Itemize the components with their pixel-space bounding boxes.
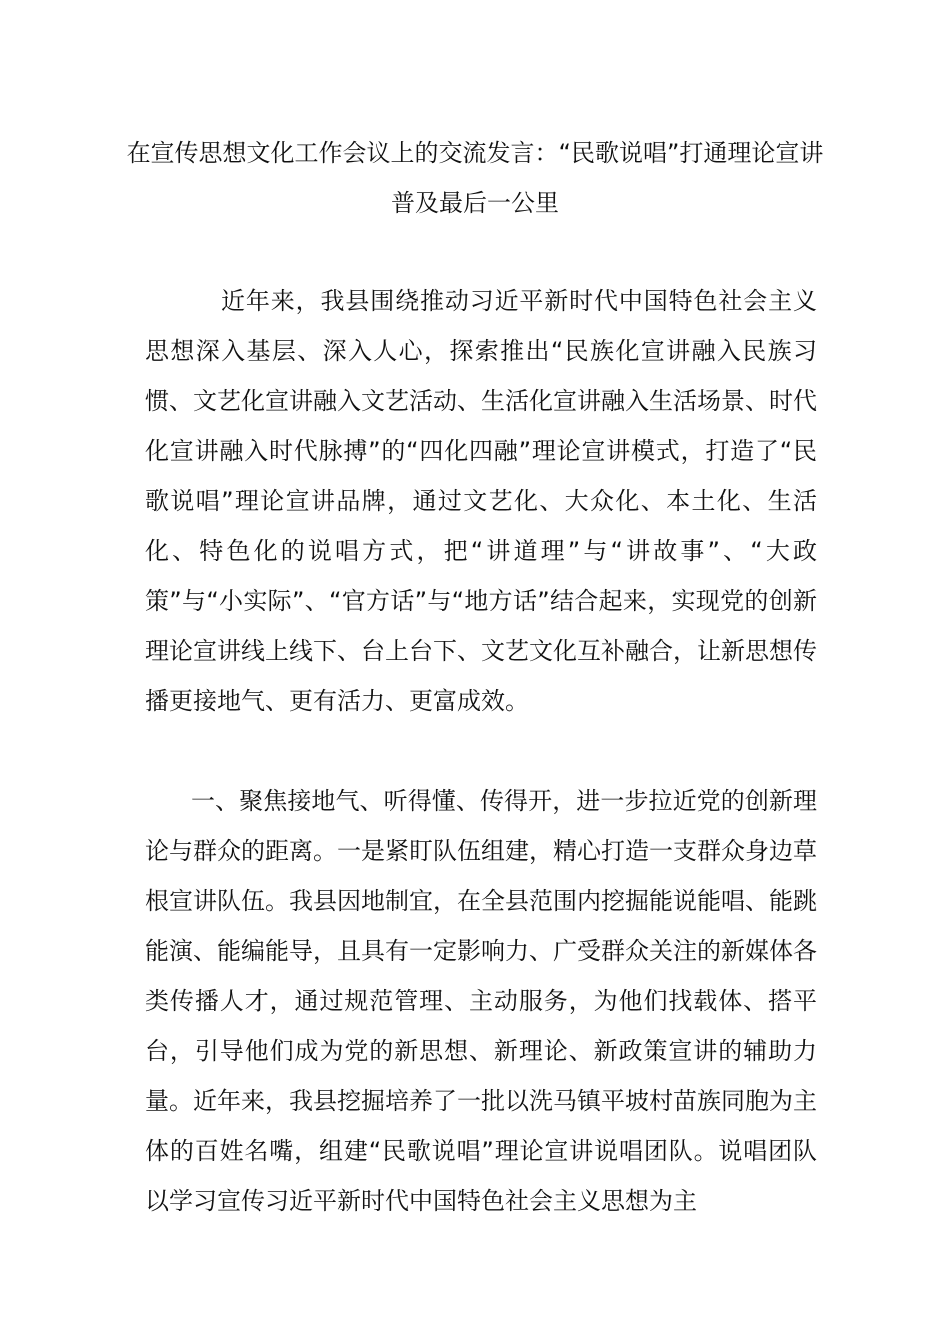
- document-title: 在宣传思想文化工作会议上的交流发言：“民歌说唱”打通理论宣讲普及最后一公里: [126, 139, 824, 217]
- paragraph-intro: 近年来，我县围绕推动习近平新时代中国特色社会主义思想深入基层、深入人心，探索推出“民族化宣讲融入民族习惯、文艺化宣讲融入文艺活动、生活化宣讲融入生活场景、时代化宣讲融入时代脉搏”的“四化四融”理论宣讲模式，打造了“民歌说唱”理论宣讲品牌，通过文艺化、大众化、本土化、生活化、特色化的说唱方式，把“讲道理”与“讲故事”、“大政策”与“小实际”、“官方话”与“地方话”结合起来，实现党的创新理论宣讲线上线下、台上台下、文艺文化互补融合，让新思想传播更接地气、更有活力、更富成效。: [145, 287, 817, 715]
- paragraph-section-one: 一、聚焦接地气、听得懂、传得开，进一步拉近党的创新理论与群众的距离。一是紧盯队伍组建，精心打造一支群众身边草根宣讲队伍。我县因地制宜，在全县范围内挖掘能说能唱、能跳能演、能编能导，且具有一定影响力、广受群众关注的新媒体各类传播人才，通过规范管理、主动服务，为他们找载体、搭平台，引导他们成为党的新思想、新理论、新政策宣讲的辅助力量。近年来，我县挖掘培养了一批以洗马镇平坡村苗族同胞为主体的百姓名嘴，组建“民歌说唱”理论宣讲说唱团队。说唱团队以学习宣传习近平新时代中国特色社会主义思想为主: [145, 787, 817, 1215]
